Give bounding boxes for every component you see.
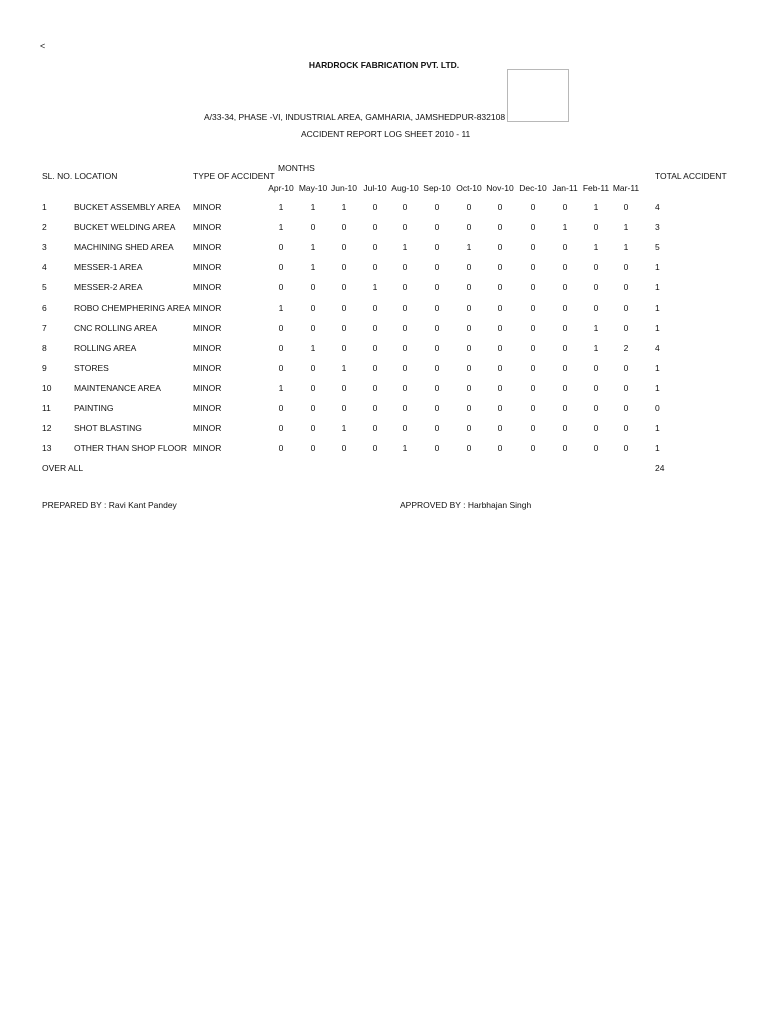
row-month-value: 0 <box>372 423 378 433</box>
row-month-value: 0 <box>623 423 629 433</box>
row-month-value: 0 <box>278 423 284 433</box>
row-month-value: 1 <box>593 323 599 333</box>
row-month-value: 0 <box>310 443 316 453</box>
row-sl-no: 6 <box>42 303 47 313</box>
row-month-value: 1 <box>593 343 599 353</box>
row-month-value: 0 <box>466 363 472 373</box>
row-month-value: 1 <box>278 202 284 212</box>
row-month-value: 1 <box>341 423 347 433</box>
row-month-value: 0 <box>593 282 599 292</box>
row-location: BUCKET ASSEMBLY AREA <box>74 202 181 212</box>
header-total-accident: TOTAL ACCIDENT <box>655 171 727 181</box>
row-month-value: 1 <box>562 222 568 232</box>
row-month-value: 0 <box>530 343 536 353</box>
row-month-value: 1 <box>402 443 408 453</box>
row-month-value: 0 <box>497 242 503 252</box>
row-month-value: 0 <box>278 363 284 373</box>
row-month-value: 0 <box>278 242 284 252</box>
row-month-value: 0 <box>623 403 629 413</box>
row-month-value: 0 <box>341 343 347 353</box>
row-month-value: 0 <box>434 282 440 292</box>
row-accident-type: MINOR <box>193 403 222 413</box>
row-month-value: 0 <box>497 262 503 272</box>
row-month-value: 0 <box>434 303 440 313</box>
row-month-value: 0 <box>341 303 347 313</box>
row-month-value: 0 <box>372 242 378 252</box>
row-accident-type: MINOR <box>193 423 222 433</box>
row-month-value: 0 <box>562 323 568 333</box>
row-month-value: 0 <box>562 363 568 373</box>
row-location: MESSER-2 AREA <box>74 282 143 292</box>
row-total: 0 <box>655 403 660 413</box>
row-month-value: 1 <box>593 202 599 212</box>
row-location: OTHER THAN SHOP FLOOR <box>74 443 188 453</box>
row-sl-no: 7 <box>42 323 47 333</box>
month-header-cell: Jun-10 <box>331 183 357 193</box>
row-month-value: 1 <box>372 282 378 292</box>
row-month-value: 0 <box>497 383 503 393</box>
row-month-value: 0 <box>497 423 503 433</box>
row-sl-no: 8 <box>42 343 47 353</box>
row-total: 1 <box>655 323 660 333</box>
row-month-value: 0 <box>310 363 316 373</box>
row-month-value: 0 <box>341 282 347 292</box>
row-month-value: 0 <box>310 222 316 232</box>
row-month-value: 0 <box>623 303 629 313</box>
row-accident-type: MINOR <box>193 443 222 453</box>
row-month-value: 0 <box>497 403 503 413</box>
row-month-value: 0 <box>434 242 440 252</box>
row-month-value: 0 <box>434 443 440 453</box>
row-month-value: 0 <box>310 403 316 413</box>
row-sl-no: 3 <box>42 242 47 252</box>
row-location: MACHINING SHED AREA <box>74 242 174 252</box>
row-location: MAINTENANCE AREA <box>74 383 161 393</box>
row-accident-type: MINOR <box>193 262 222 272</box>
row-month-value: 0 <box>466 323 472 333</box>
row-month-value: 0 <box>402 383 408 393</box>
month-header-cell: Apr-10 <box>268 183 294 193</box>
row-sl-no: 5 <box>42 282 47 292</box>
row-total: 1 <box>655 363 660 373</box>
row-month-value: 0 <box>497 343 503 353</box>
row-month-value: 0 <box>310 303 316 313</box>
row-month-value: 0 <box>372 303 378 313</box>
row-total: 4 <box>655 343 660 353</box>
row-month-value: 0 <box>402 403 408 413</box>
row-month-value: 0 <box>310 282 316 292</box>
row-month-value: 1 <box>310 262 316 272</box>
row-month-value: 0 <box>466 282 472 292</box>
row-month-value: 0 <box>623 282 629 292</box>
row-accident-type: MINOR <box>193 282 222 292</box>
row-month-value: 0 <box>372 443 378 453</box>
row-sl-no: 12 <box>42 423 52 433</box>
row-total: 1 <box>655 443 660 453</box>
row-month-value: 0 <box>562 202 568 212</box>
row-month-value: 0 <box>466 262 472 272</box>
row-sl-no: 1 <box>42 202 47 212</box>
row-month-value: 0 <box>530 222 536 232</box>
row-month-value: 0 <box>278 443 284 453</box>
row-month-value: 0 <box>497 443 503 453</box>
row-total: 1 <box>655 423 660 433</box>
row-month-value: 0 <box>402 363 408 373</box>
row-accident-type: MINOR <box>193 303 222 313</box>
row-location: BUCKET WELDING AREA <box>74 222 176 232</box>
row-month-value: 0 <box>623 262 629 272</box>
company-name: HARDROCK FABRICATION PVT. LTD. <box>308 60 460 70</box>
row-month-value: 0 <box>530 242 536 252</box>
row-month-value: 1 <box>341 363 347 373</box>
row-accident-type: MINOR <box>193 343 222 353</box>
row-accident-type: MINOR <box>193 202 222 212</box>
row-month-value: 0 <box>466 343 472 353</box>
row-month-value: 0 <box>623 383 629 393</box>
row-month-value: 1 <box>278 383 284 393</box>
row-location: MESSER-1 AREA <box>74 262 143 272</box>
approved-by: APPROVED BY : Harbhajan Singh <box>400 500 532 510</box>
row-month-value: 0 <box>466 202 472 212</box>
row-month-value: 0 <box>341 323 347 333</box>
row-month-value: 0 <box>623 202 629 212</box>
row-month-value: 0 <box>530 443 536 453</box>
row-month-value: 0 <box>434 363 440 373</box>
row-month-value: 0 <box>593 403 599 413</box>
row-month-value: 0 <box>434 262 440 272</box>
row-accident-type: MINOR <box>193 222 222 232</box>
row-month-value: 1 <box>278 222 284 232</box>
row-month-value: 0 <box>623 323 629 333</box>
row-month-value: 0 <box>341 222 347 232</box>
row-month-value: 1 <box>310 202 316 212</box>
row-month-value: 0 <box>402 222 408 232</box>
row-total: 1 <box>655 262 660 272</box>
row-month-value: 0 <box>310 423 316 433</box>
row-sl-no: 11 <box>42 403 51 413</box>
row-month-value: 0 <box>593 222 599 232</box>
row-month-value: 1 <box>623 222 629 232</box>
row-month-value: 1 <box>310 343 316 353</box>
row-month-value: 0 <box>372 343 378 353</box>
row-month-value: 0 <box>434 403 440 413</box>
row-month-value: 0 <box>402 423 408 433</box>
row-month-value: 1 <box>310 242 316 252</box>
row-month-value: 0 <box>372 202 378 212</box>
row-month-value: 0 <box>278 403 284 413</box>
row-month-value: 0 <box>466 423 472 433</box>
row-month-value: 0 <box>497 282 503 292</box>
row-sl-no: 4 <box>42 262 47 272</box>
header-sl-location: SL. NO. LOCATION <box>42 171 118 181</box>
row-month-value: 1 <box>341 202 347 212</box>
row-month-value: 0 <box>530 403 536 413</box>
row-location: ROLLING AREA <box>74 343 137 353</box>
row-month-value: 0 <box>434 323 440 333</box>
row-month-value: 0 <box>562 403 568 413</box>
row-month-value: 0 <box>278 262 284 272</box>
row-month-value: 0 <box>466 403 472 413</box>
row-month-value: 2 <box>623 343 629 353</box>
row-month-value: 0 <box>434 343 440 353</box>
row-month-value: 0 <box>593 443 599 453</box>
row-month-value: 0 <box>402 282 408 292</box>
row-month-value: 0 <box>562 303 568 313</box>
row-month-value: 0 <box>497 222 503 232</box>
row-sl-no: 9 <box>42 363 47 373</box>
row-month-value: 0 <box>530 383 536 393</box>
row-month-value: 0 <box>372 363 378 373</box>
row-month-value: 0 <box>530 303 536 313</box>
row-month-value: 0 <box>466 222 472 232</box>
row-location: PAINTING <box>74 403 114 413</box>
row-sl-no: 2 <box>42 222 47 232</box>
row-month-value: 0 <box>530 262 536 272</box>
row-accident-type: MINOR <box>193 363 222 373</box>
row-month-value: 0 <box>593 383 599 393</box>
row-month-value: 0 <box>434 222 440 232</box>
month-header-cell: May-10 <box>298 183 328 193</box>
row-month-value: 0 <box>310 383 316 393</box>
row-month-value: 0 <box>402 262 408 272</box>
row-month-value: 0 <box>530 282 536 292</box>
row-month-value: 0 <box>562 343 568 353</box>
row-month-value: 0 <box>530 423 536 433</box>
row-location: CNC ROLLING AREA <box>74 323 158 333</box>
row-month-value: 0 <box>530 363 536 373</box>
row-month-value: 0 <box>278 282 284 292</box>
prepared-by: PREPARED BY : Ravi Kant Pandey <box>42 500 177 510</box>
row-month-value: 0 <box>372 383 378 393</box>
row-month-value: 0 <box>593 303 599 313</box>
row-month-value: 1 <box>593 242 599 252</box>
row-month-value: 0 <box>434 383 440 393</box>
month-header-cell: Mar-11 <box>612 183 640 193</box>
row-month-value: 0 <box>341 403 347 413</box>
row-month-value: 0 <box>402 202 408 212</box>
row-month-value: 0 <box>497 363 503 373</box>
row-accident-type: MINOR <box>193 323 222 333</box>
row-month-value: 0 <box>562 423 568 433</box>
row-month-value: 0 <box>466 303 472 313</box>
overall-total: 24 <box>655 463 665 473</box>
row-month-value: 0 <box>402 303 408 313</box>
row-month-value: 0 <box>497 303 503 313</box>
month-header-cell: Nov-10 <box>486 183 514 193</box>
row-month-value: 0 <box>593 423 599 433</box>
row-month-value: 0 <box>402 323 408 333</box>
row-total: 1 <box>655 303 660 313</box>
row-month-value: 0 <box>562 383 568 393</box>
row-month-value: 0 <box>593 363 599 373</box>
month-header-cell: Dec-10 <box>519 183 547 193</box>
row-month-value: 0 <box>341 242 347 252</box>
month-header-cell: Oct-10 <box>456 183 482 193</box>
row-month-value: 0 <box>623 443 629 453</box>
row-month-value: 0 <box>372 262 378 272</box>
row-month-value: 0 <box>562 282 568 292</box>
row-month-value: 0 <box>466 443 472 453</box>
row-total: 5 <box>655 242 660 252</box>
row-month-value: 0 <box>434 423 440 433</box>
row-month-value: 0 <box>562 262 568 272</box>
row-month-value: 0 <box>562 443 568 453</box>
row-month-value: 0 <box>402 343 408 353</box>
row-month-value: 0 <box>562 242 568 252</box>
row-accident-type: MINOR <box>193 242 222 252</box>
header-type-of-accident: TYPE OF ACCIDENT <box>193 171 275 181</box>
month-header-cell: Feb-11 <box>582 183 610 193</box>
row-month-value: 0 <box>434 202 440 212</box>
row-month-value: 0 <box>278 323 284 333</box>
row-month-value: 0 <box>466 383 472 393</box>
row-month-value: 0 <box>372 403 378 413</box>
month-header-cell: Jul-10 <box>363 183 387 193</box>
row-sl-no: 10 <box>42 383 52 393</box>
row-total: 3 <box>655 222 660 232</box>
row-total: 1 <box>655 282 660 292</box>
overall-label: OVER ALL <box>42 463 84 473</box>
row-accident-type: MINOR <box>193 383 222 393</box>
row-month-value: 0 <box>530 202 536 212</box>
month-header-cell: Sep-10 <box>423 183 451 193</box>
company-address: A/33-34, PHASE -VI, INDUSTRIAL AREA, GAMHARIA, JAMSHEDPUR-832108 <box>204 112 506 122</box>
sheet-title: ACCIDENT REPORT LOG SHEET 2010 - 11 <box>301 129 471 139</box>
month-header-cell: Aug-10 <box>391 183 419 193</box>
row-month-value: 0 <box>341 383 347 393</box>
row-month-value: 0 <box>623 363 629 373</box>
row-location: SHOT BLASTING <box>74 423 142 433</box>
row-month-value: 0 <box>341 262 347 272</box>
logo-placeholder-box <box>507 69 569 122</box>
corner-mark: < <box>40 41 46 51</box>
row-month-value: 0 <box>372 323 378 333</box>
row-total: 4 <box>655 202 660 212</box>
row-month-value: 1 <box>278 303 284 313</box>
row-month-value: 1 <box>466 242 472 252</box>
row-month-value: 0 <box>278 343 284 353</box>
row-month-value: 0 <box>497 323 503 333</box>
row-month-value: 0 <box>530 323 536 333</box>
row-month-value: 0 <box>372 222 378 232</box>
row-month-value: 1 <box>402 242 408 252</box>
row-sl-no: 13 <box>42 443 52 453</box>
month-header-cell: Jan-11 <box>552 183 578 193</box>
row-month-value: 0 <box>497 202 503 212</box>
row-month-value: 0 <box>341 443 347 453</box>
row-location: ROBO CHEMPHERING AREA <box>74 303 191 313</box>
row-month-value: 1 <box>623 242 629 252</box>
row-total: 1 <box>655 383 660 393</box>
header-months: MONTHS <box>278 163 315 173</box>
row-location: STORES <box>74 363 109 373</box>
row-month-value: 0 <box>310 323 316 333</box>
row-month-value: 0 <box>593 262 599 272</box>
